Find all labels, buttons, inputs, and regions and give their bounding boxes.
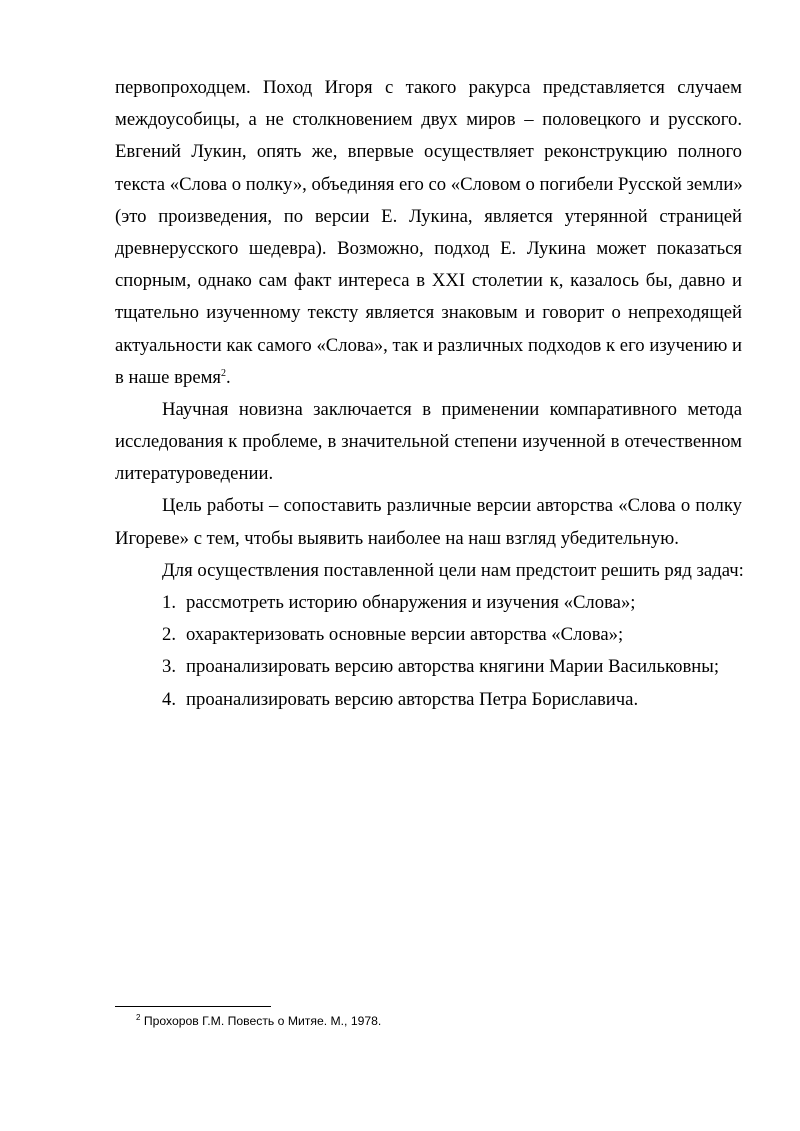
footnote: [136, 1013, 381, 1029]
list-item-number: 3.: [162, 656, 177, 678]
paragraph-line: Евгений Лукин, опять же, впервые осуществляет реконструкцию полного: [115, 141, 742, 163]
novelty-paragraph: [115, 394, 742, 491]
paragraph-line: актуальности как самого «Слова», так и различных подходов к его изучению и: [115, 334, 742, 356]
list-item-text: проанализировать версию авторства княгини Марии Васильковны;: [186, 656, 720, 678]
tasks-intro: Для осуществления поставленной цели нам предстоит решить ряд задач:: [162, 559, 744, 581]
paragraph-line: Цель работы – сопоставить различные версии авторства «Слова о полку: [162, 495, 742, 517]
footnote-text: Прохоров Г.М. Повесть о Митяе. М., 1978.: [140, 1014, 382, 1028]
list-item-text: рассмотреть историю обнаружения и изучения «Слова»;: [186, 592, 636, 613]
list-item-number: 4.: [162, 688, 177, 710]
footnote-mark: 2: [136, 1012, 141, 1022]
list-item: [115, 651, 742, 683]
paragraph-line: текста «Слова о полку», объединяя его со «Словом о погибели Русской земли»: [115, 173, 743, 195]
paragraph-line: Игореве» с тем, чтобы выявить наиболее на наш взгляд убедительную.: [115, 527, 679, 549]
paragraph-line: Научная новизна заключается в применении компаративного метода: [162, 398, 742, 420]
paragraph-last-line: [115, 362, 742, 394]
list-item-number: 1.: [162, 592, 177, 613]
intro-paragraph: [115, 72, 742, 394]
body-text: [115, 72, 742, 716]
footnote-separator: [115, 1006, 271, 1007]
list-item: [115, 619, 742, 651]
last-line-text: в наше время: [115, 366, 222, 388]
paragraph-line: междоусобицы, а не столкновением двух миров – половецкого и русского.: [115, 109, 742, 131]
list-item: [115, 684, 742, 716]
paragraph-line: (это произведения, по версии Е. Лукина, является утерянной страницей: [115, 205, 742, 227]
paragraph-line: спорным, однако сам факт интереса в XXI столетии к, казалось бы, давно и: [115, 270, 742, 292]
paragraph-line: исследования к проблеме, в значительной степени изученной в отечественном: [115, 431, 742, 453]
list-item: [115, 587, 742, 619]
paragraph-line: древнерусского шедевра). Возможно, подход Е. Лукина может показаться: [115, 237, 742, 259]
footnote-reference[interactable]: 2: [221, 367, 227, 379]
tasks-list: [115, 587, 742, 716]
goal-paragraph: [115, 490, 742, 554]
list-item-text: проанализировать версию авторства Петра Бориславича.: [186, 688, 639, 710]
list-item-number: 2.: [162, 624, 177, 646]
last-line-end: .: [226, 366, 231, 388]
paragraph-line: первопроходцем. Поход Игоря с такого ракурса представляется случаем: [115, 77, 742, 98]
paragraph-line: тщательно изученному тексту является знаковым и говорит о непреходящей: [115, 302, 742, 324]
list-item-text: охарактеризовать основные версии авторства «Слова»;: [186, 624, 624, 646]
paragraph-line: литературоведении.: [115, 463, 274, 485]
